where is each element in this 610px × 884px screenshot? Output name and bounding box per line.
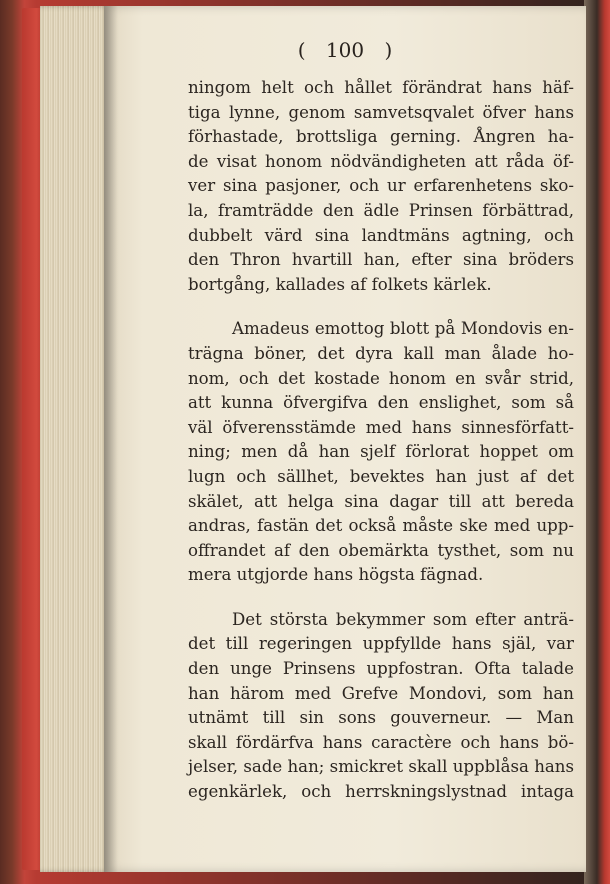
text-line: skälet, att helga sina dagar till att bereda [188, 491, 574, 511]
page-number: 100 [325, 38, 365, 62]
paragraph-3 [188, 608, 574, 805]
text-line: andras, fastän det också måste ske med upp- [188, 516, 574, 536]
text-line: mera utgjorde hans högsta fägnad. [188, 565, 484, 585]
text-line: de visat honom nödvändigheten att råda öf- [188, 151, 574, 171]
text-line: den unge Prinsens uppfostran. Ofta talade [188, 659, 574, 679]
text-line: nom, och det kostade honom en svår strid, [188, 368, 574, 388]
page-edges [40, 6, 110, 872]
text-line: den Thron hvartill han, efter sina bröders [188, 250, 574, 270]
text-line: tiga lynne, genom samvetsqvalet öfver hans [188, 102, 574, 122]
text-line: jelser, sade han; smickret skall uppblåsa hans [188, 757, 574, 777]
text-line: förhastade, brottsliga gerning. Ångren ha- [188, 127, 574, 147]
text-line: dubbelt värd sina landtmäns agtning, och [188, 225, 574, 245]
text-line: offrandet af den obemärkta tysthet, som nu [188, 540, 574, 560]
text-line: trägna böner, det dyra kall man ålade ho- [188, 343, 574, 363]
text-line: egenkärlek, och herrskningslystnad intaga [188, 782, 574, 802]
text-line: ning; men då han sjelf förlorat hoppet om [188, 442, 574, 462]
text-line: Amadeus emottog blott på Mondovis en- [232, 319, 574, 339]
paragraph-1 [188, 76, 574, 297]
text-line: skall fördärfva hans caractère och hans bö- [188, 732, 574, 752]
text-line: att kunna öfvergifva den enslighet, som så [188, 393, 574, 413]
paren-open: ( [297, 38, 306, 62]
text-line: utnämt till sin sons gouverneur. — Man [188, 708, 574, 728]
text-line: lugn och sällhet, bevektes han just af det [188, 466, 574, 486]
text-line: ningom helt och hållet förändrat hans häf- [188, 78, 574, 97]
text-line: väl öfverensstämde med hans sinnesförfatt- [188, 417, 574, 437]
paragraph-2 [188, 317, 574, 588]
gutter-shadow [104, 6, 118, 872]
book-page [104, 6, 586, 872]
book-spine-edge [584, 0, 610, 884]
text-line: Det största bekymmer som efter anträ- [232, 609, 574, 629]
text-line: ver sina pasjoner, och ur erfarenhetens sko- [188, 176, 574, 196]
paren-close: ) [384, 38, 393, 62]
page-header [104, 38, 586, 68]
text-line: det till regeringen uppfyllde hans själ, var [188, 634, 574, 654]
text-line: la, framträdde den ädle Prinsen förbättrad, [188, 200, 574, 220]
page-body [188, 76, 574, 805]
text-line: bortgång, kallades af folkets kärlek. [188, 274, 492, 294]
text-line: han härom med Grefve Mondovi, som han [188, 683, 574, 703]
